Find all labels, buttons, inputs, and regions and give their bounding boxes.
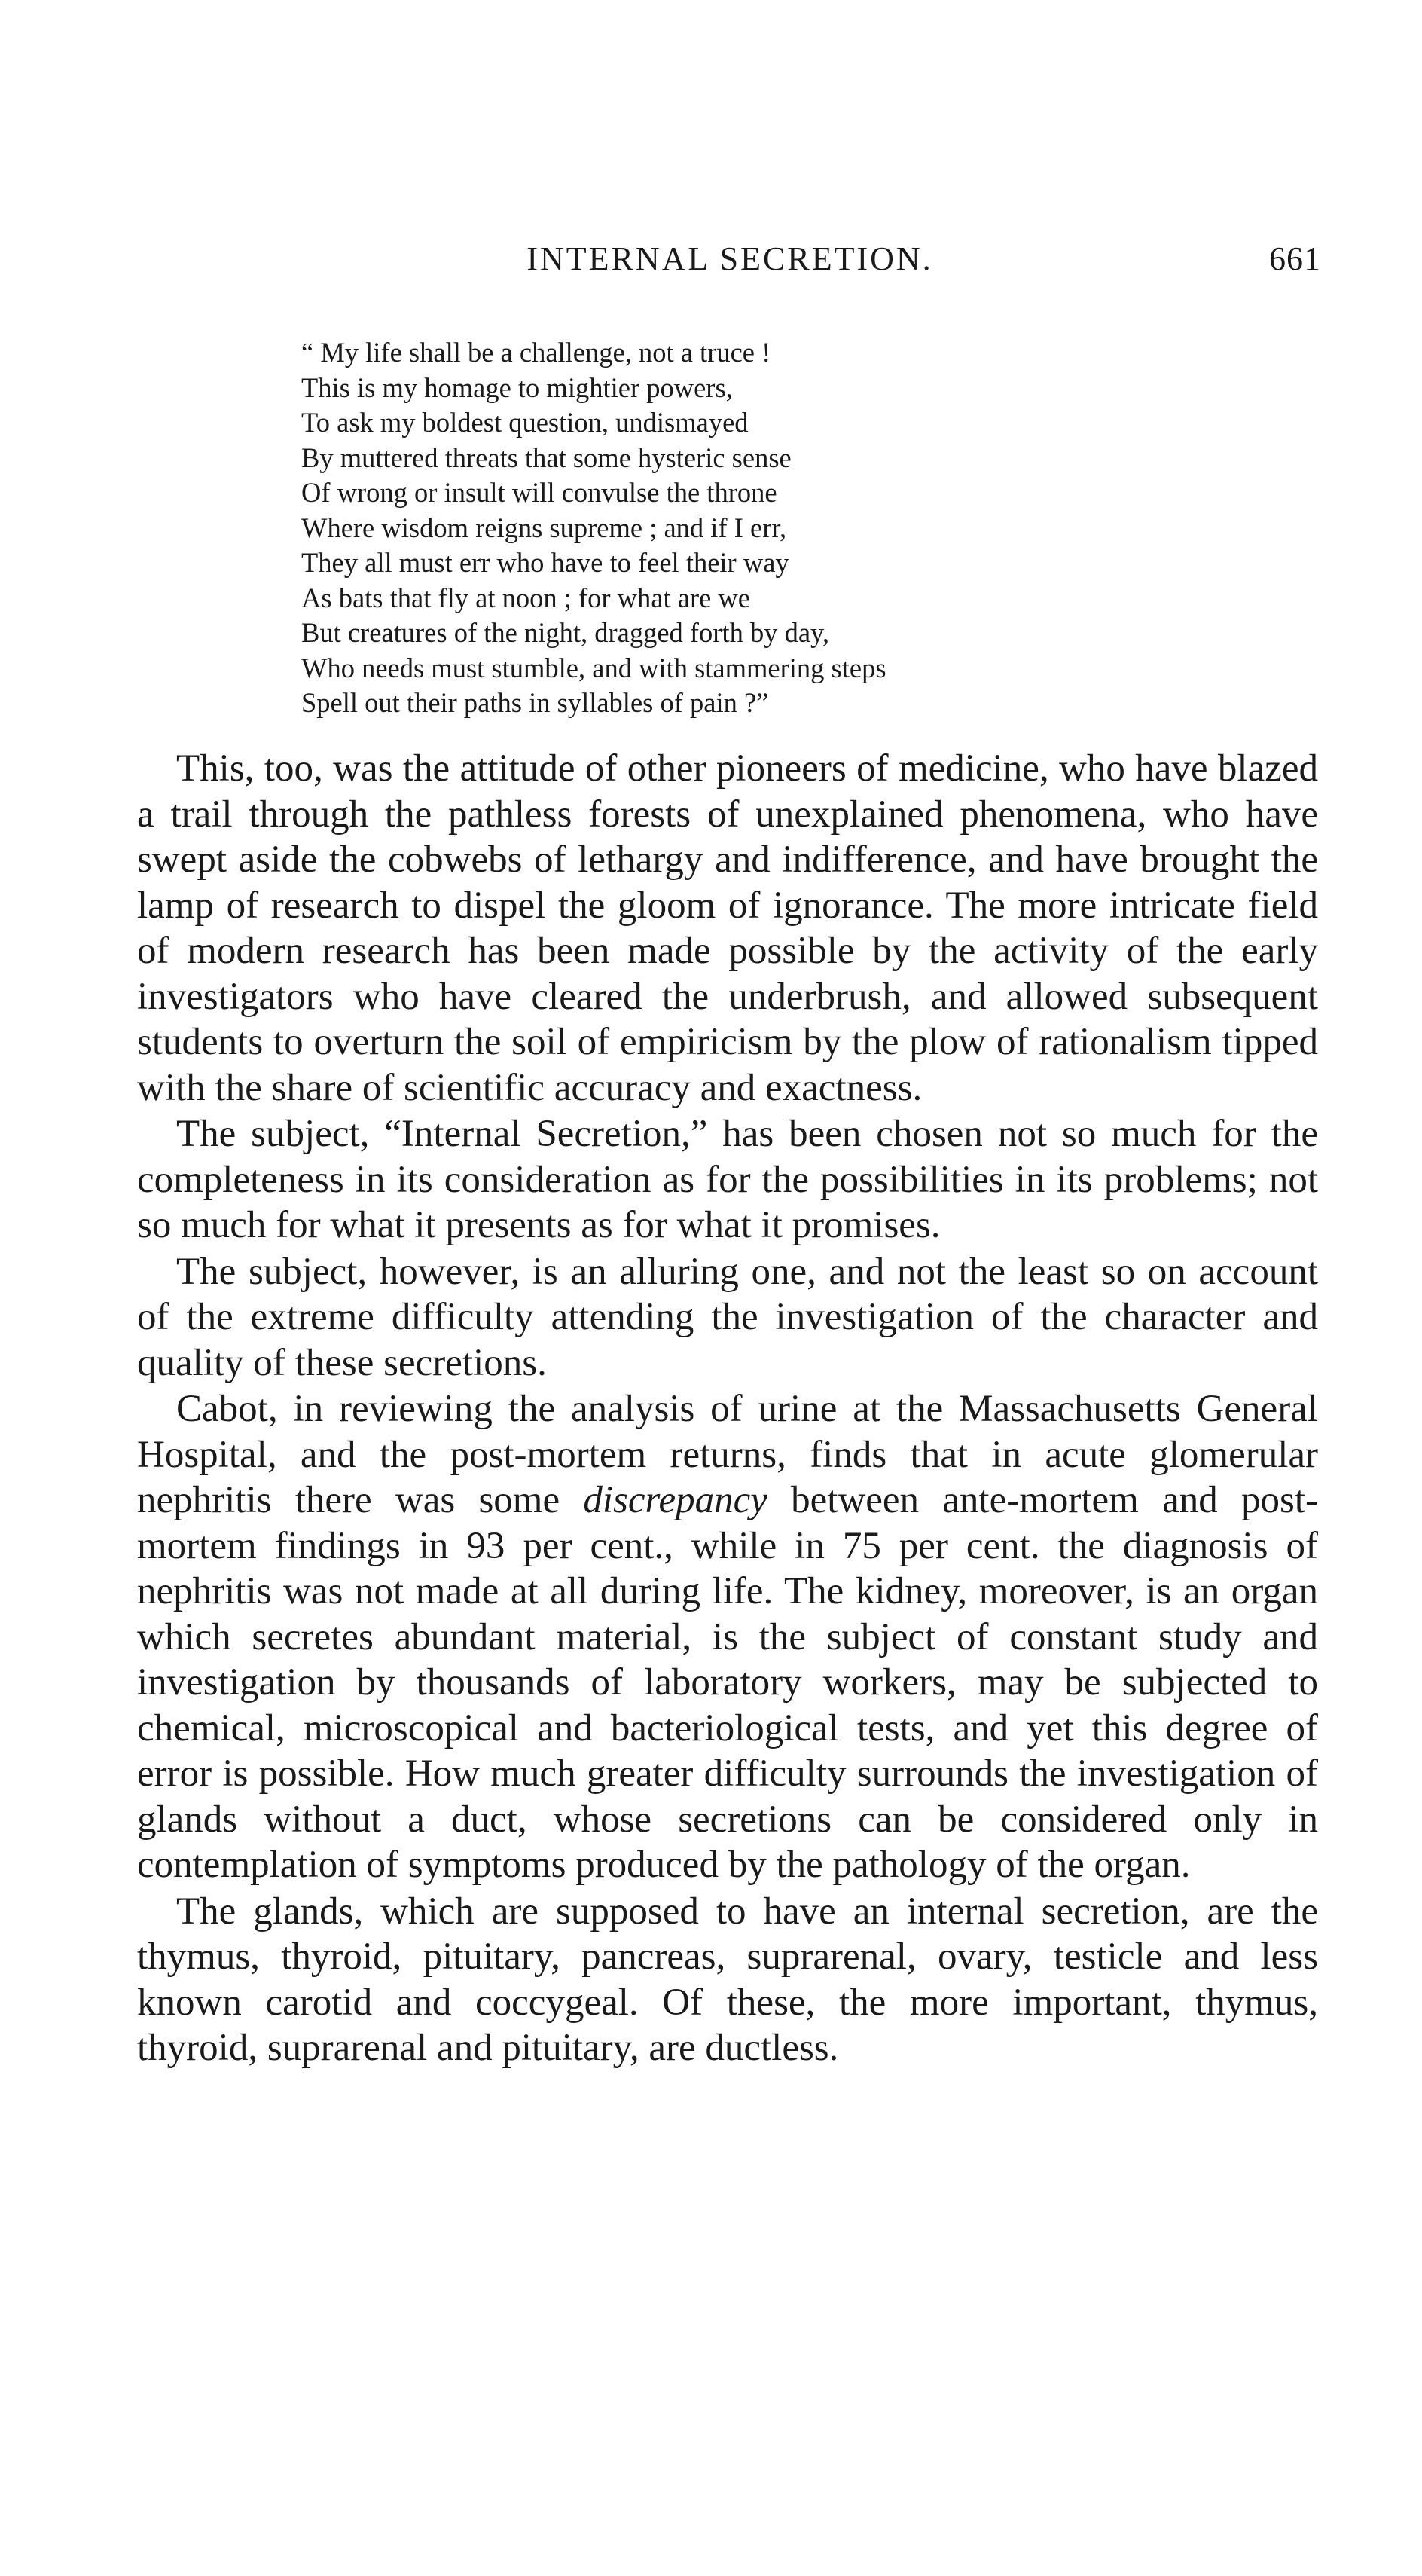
paragraph-pioneers: This, too, was the attitude of other pioneers of medicine, who have blazed a trail through the pathless forests of unexplained phenomena, who have swept aside the cobwebs of lethargy and indifference, and have brought the lamp of research to dispel the gloom of ignorance. The more intricate field of modern research has been made possible by the activity of the early investigators who have cleared the underbrush, and allowed subsequent students to overturn the soil of empiricism by the plow of rationalism tipped with the share of scientific accuracy and exactness. <box>137 747 1318 1109</box>
paragraph-text: Cabot, in reviewing the analysis of urine at the Massachusetts General Hospital, and the post-mortem returns, finds that in acute glomerular nephritis there was some <box>137 1388 1318 1521</box>
poem-line: As bats that fly at noon ; for what are we <box>301 582 750 613</box>
running-title: INTERNAL SECRETION. <box>526 240 933 277</box>
page-number: 661 <box>1269 240 1321 277</box>
body-text <box>137 746 1318 2072</box>
poem-line: By muttered threats that some hysteric sense <box>301 442 792 473</box>
emphasis-text: discrepancy <box>583 1479 767 1521</box>
poem-line: To ask my boldest question, undismayed <box>301 407 749 438</box>
poem-line: But creatures of the night, dragged forth by day, <box>301 617 830 648</box>
poem-line: “ My life shall be a challenge, not a truce ! <box>301 337 771 368</box>
poem-line: Who needs must stumble, and with stammering steps <box>301 652 886 683</box>
poem-line: They all must err who have to feel their way <box>301 547 789 578</box>
paragraph-subject-chosen: The subject, “Internal Secretion,” has been chosen not so much for the completeness in its consideration as for the possibilities in its problems; not so much for what it presents as for what it promises. <box>137 1113 1318 1246</box>
paragraph-cabot-review <box>137 1386 1318 1888</box>
paragraph-text: between ante-mortem and post-mortem findings in 93 per cent., while in 75 per cent. the diagnosis of nephritis was not made at all during life. The kidney, moreover, is an organ which secretes abundant material, is the subject of constant study and investigation by thousands of laboratory workers, may be subjected to chemical, microscopical and bacteriological tests, and yet this degree of error is possible. How much greater difficulty surrounds the investigation of glands without a duct, whose secretions can be considered only in contemplation of symptoms produced by the pathology of the organ. <box>137 1479 1318 1886</box>
running-head <box>139 240 1321 285</box>
poem-quotation <box>301 335 1280 721</box>
poem-line: Spell out their paths in syllables of pain ?” <box>301 687 769 718</box>
poem-line: Where wisdom reigns supreme ; and if I err, <box>301 512 787 543</box>
poem-line: Of wrong or insult will convulse the throne <box>301 477 777 508</box>
paragraph-glands: The glands, which are supposed to have an internal secretion, are the thymus, thyroid, pituitary, pancreas, suprarenal, ovary, testicle and less known carotid and coccygeal. Of these, the more important, thymus, thyroid, suprarenal and pituitary, are ductless. <box>137 1890 1318 2069</box>
paragraph-alluring-subject: The subject, however, is an alluring one, and not the least so on account of the extreme difficulty attending the investigation of the character and quality of these secretions. <box>137 1250 1318 1384</box>
poem-line: This is my homage to mightier powers, <box>301 371 733 403</box>
